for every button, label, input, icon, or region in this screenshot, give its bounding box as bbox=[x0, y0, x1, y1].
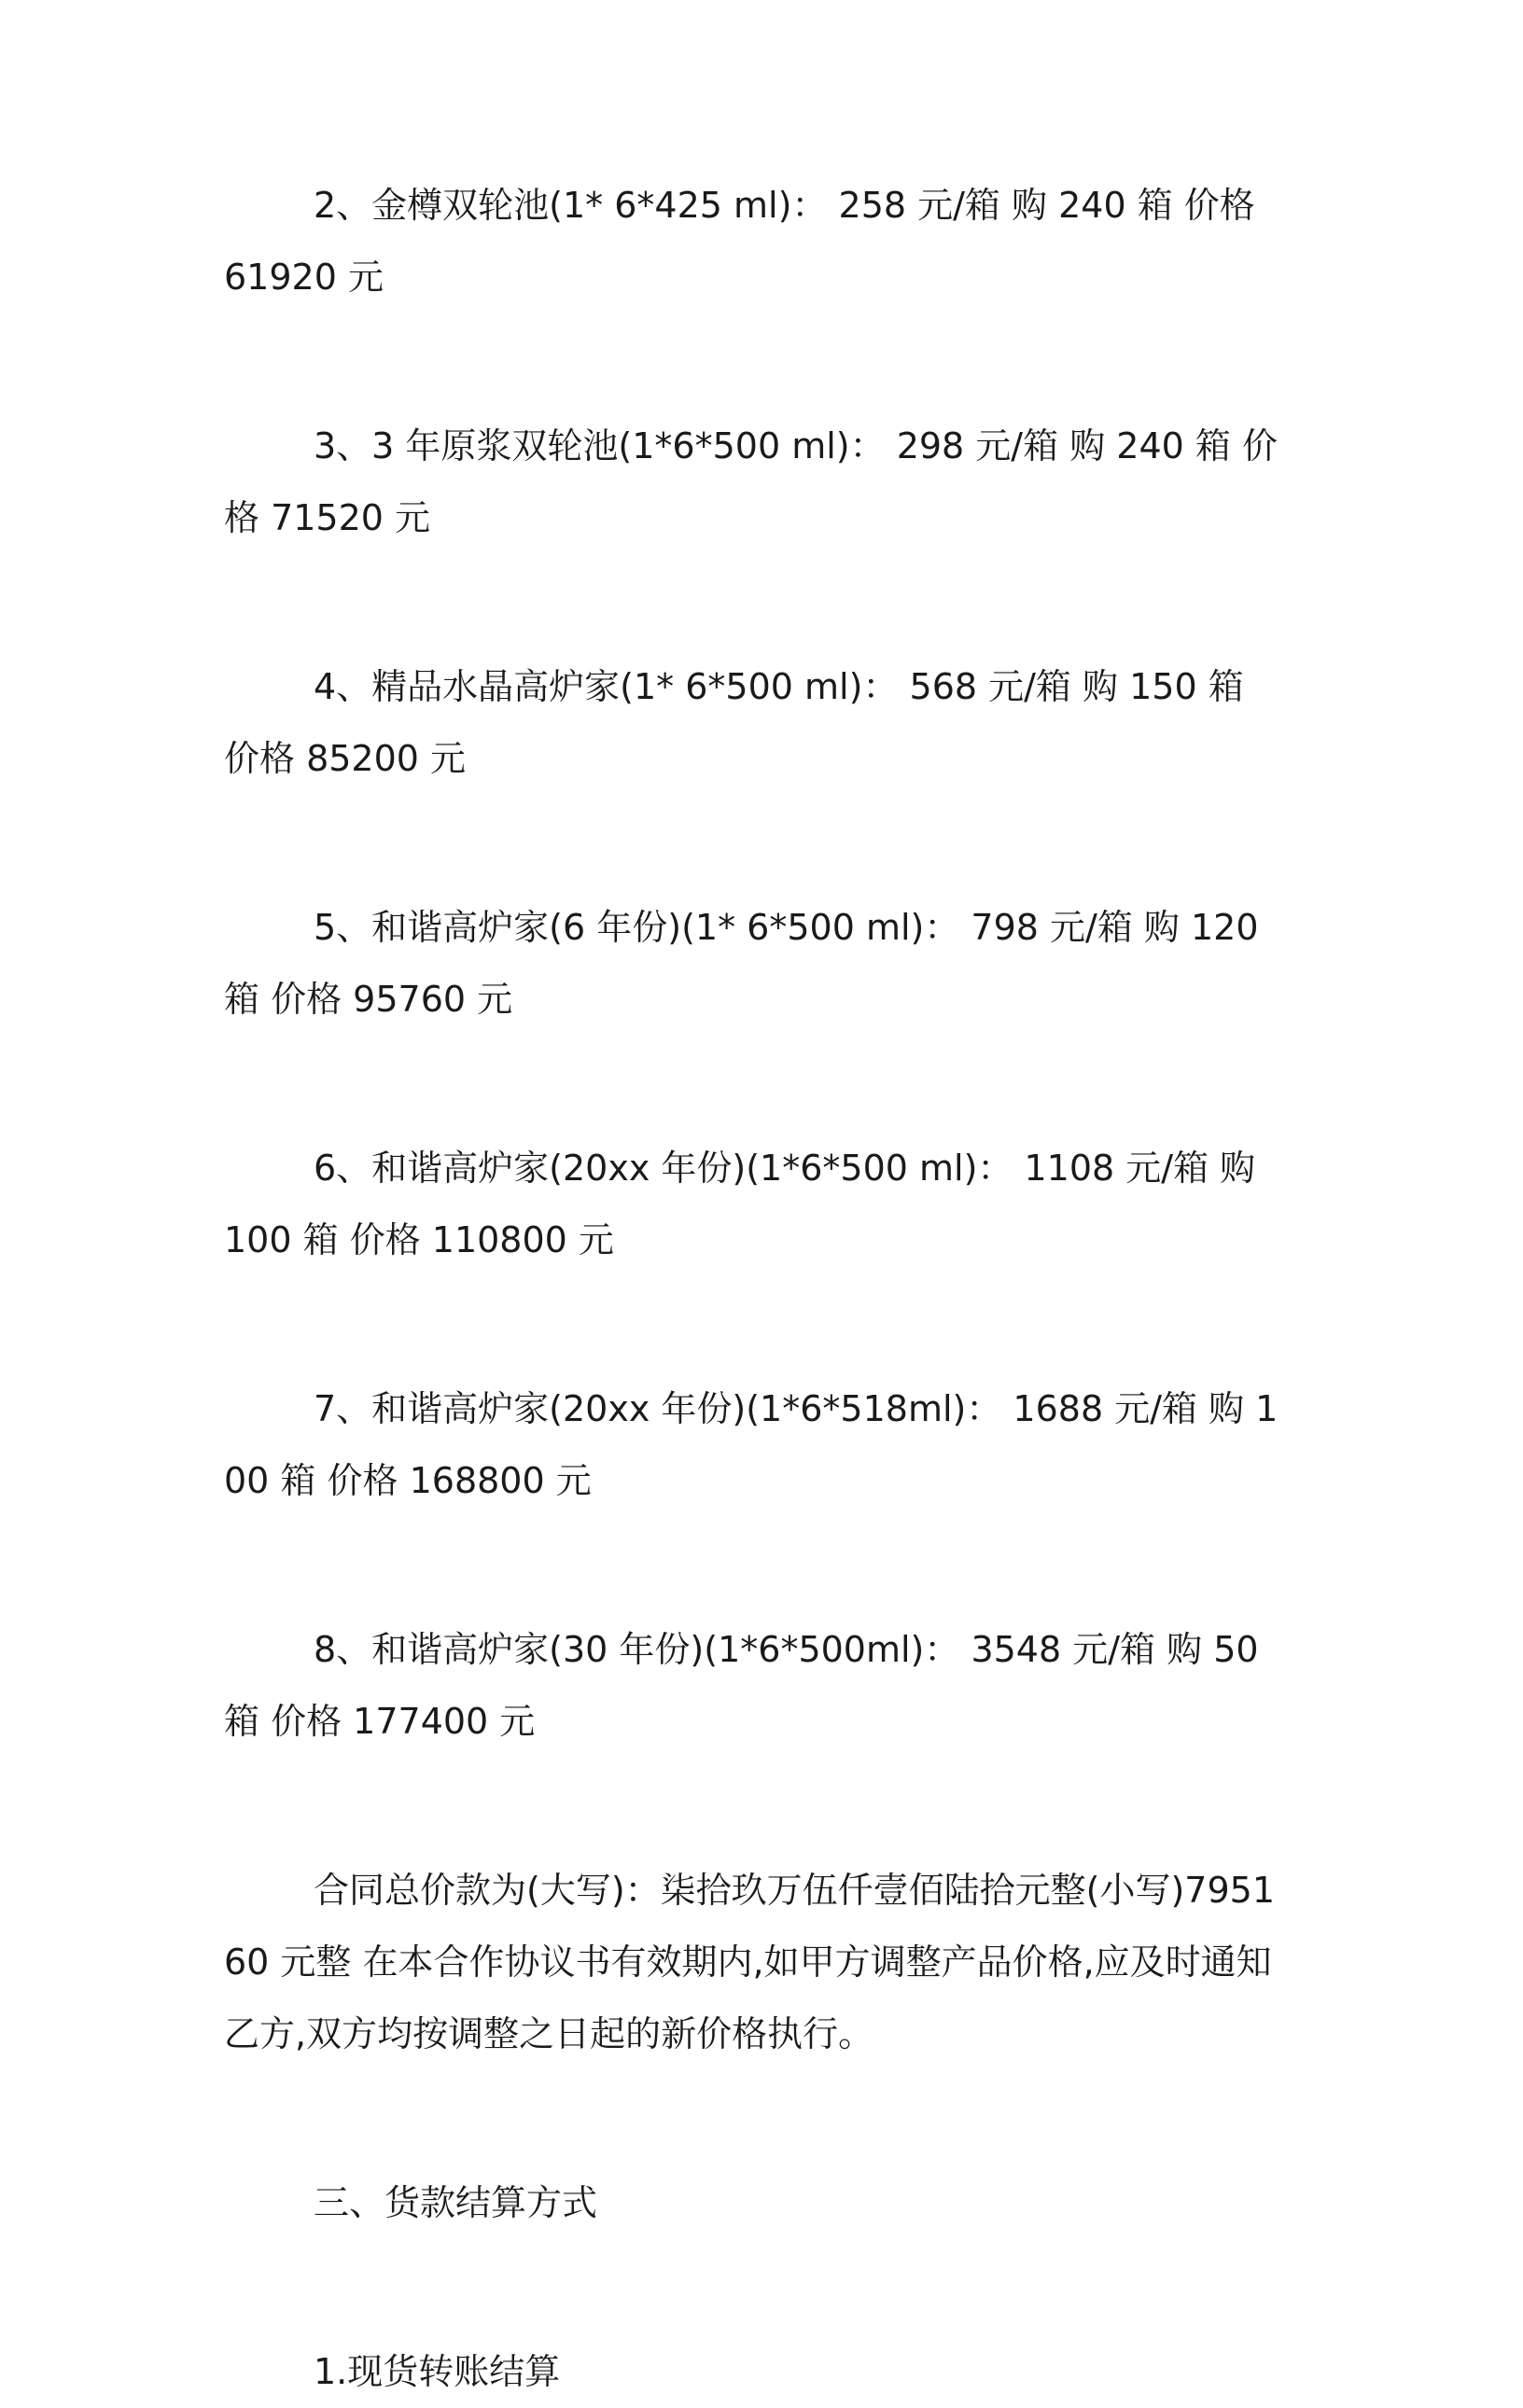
price-item-6: 6、和谐高炉家(20xx 年份)(1*6*500 ml)： 1108 元/箱 购 100 箱 价格 110800 元 bbox=[224, 1148, 1256, 1260]
document-body bbox=[224, 170, 1283, 2408]
price-item-5: 5、和谐高炉家(6 年份)(1* 6*500 ml)： 798 元/箱 购 120 箱 价格 95760 元 bbox=[224, 907, 1259, 1020]
price-item-3: 3、3 年原浆双轮池(1*6*500 ml)： 298 元/箱 购 240 箱 价格 71520 元 bbox=[224, 425, 1278, 538]
price-item-7: 7、和谐高炉家(20xx 年份)(1*6*518ml)： 1688 元/箱 购 100 箱 价格 168800 元 bbox=[224, 1388, 1278, 1501]
price-item-2: 2、金樽双轮池(1* 6*425 ml)： 258 元/箱 购 240 箱 价格 61920 元 bbox=[224, 185, 1255, 298]
section-heading-payment: 三、货款结算方式 bbox=[314, 2182, 598, 2223]
price-item-4: 4、精品水晶高炉家(1* 6*500 ml)： 568 元/箱 购 150 箱 价格 85200 元 bbox=[224, 666, 1244, 779]
subsection-heading-transfer: 1.现货转账结算 bbox=[314, 2351, 561, 2392]
price-item-8: 8、和谐高炉家(30 年份)(1*6*500ml)： 3548 元/箱 购 50 箱 价格 177400 元 bbox=[224, 1629, 1259, 1742]
contract-total-paragraph: 合同总价款为(大写)：柒拾玖万伍仟壹佰陆拾元整(小写)795160 元整 在本合作协议书有效期内,如甲方调整产品价格,应及时通知乙方,双方均按调整之日起的新价格执行。 bbox=[224, 1870, 1276, 2054]
